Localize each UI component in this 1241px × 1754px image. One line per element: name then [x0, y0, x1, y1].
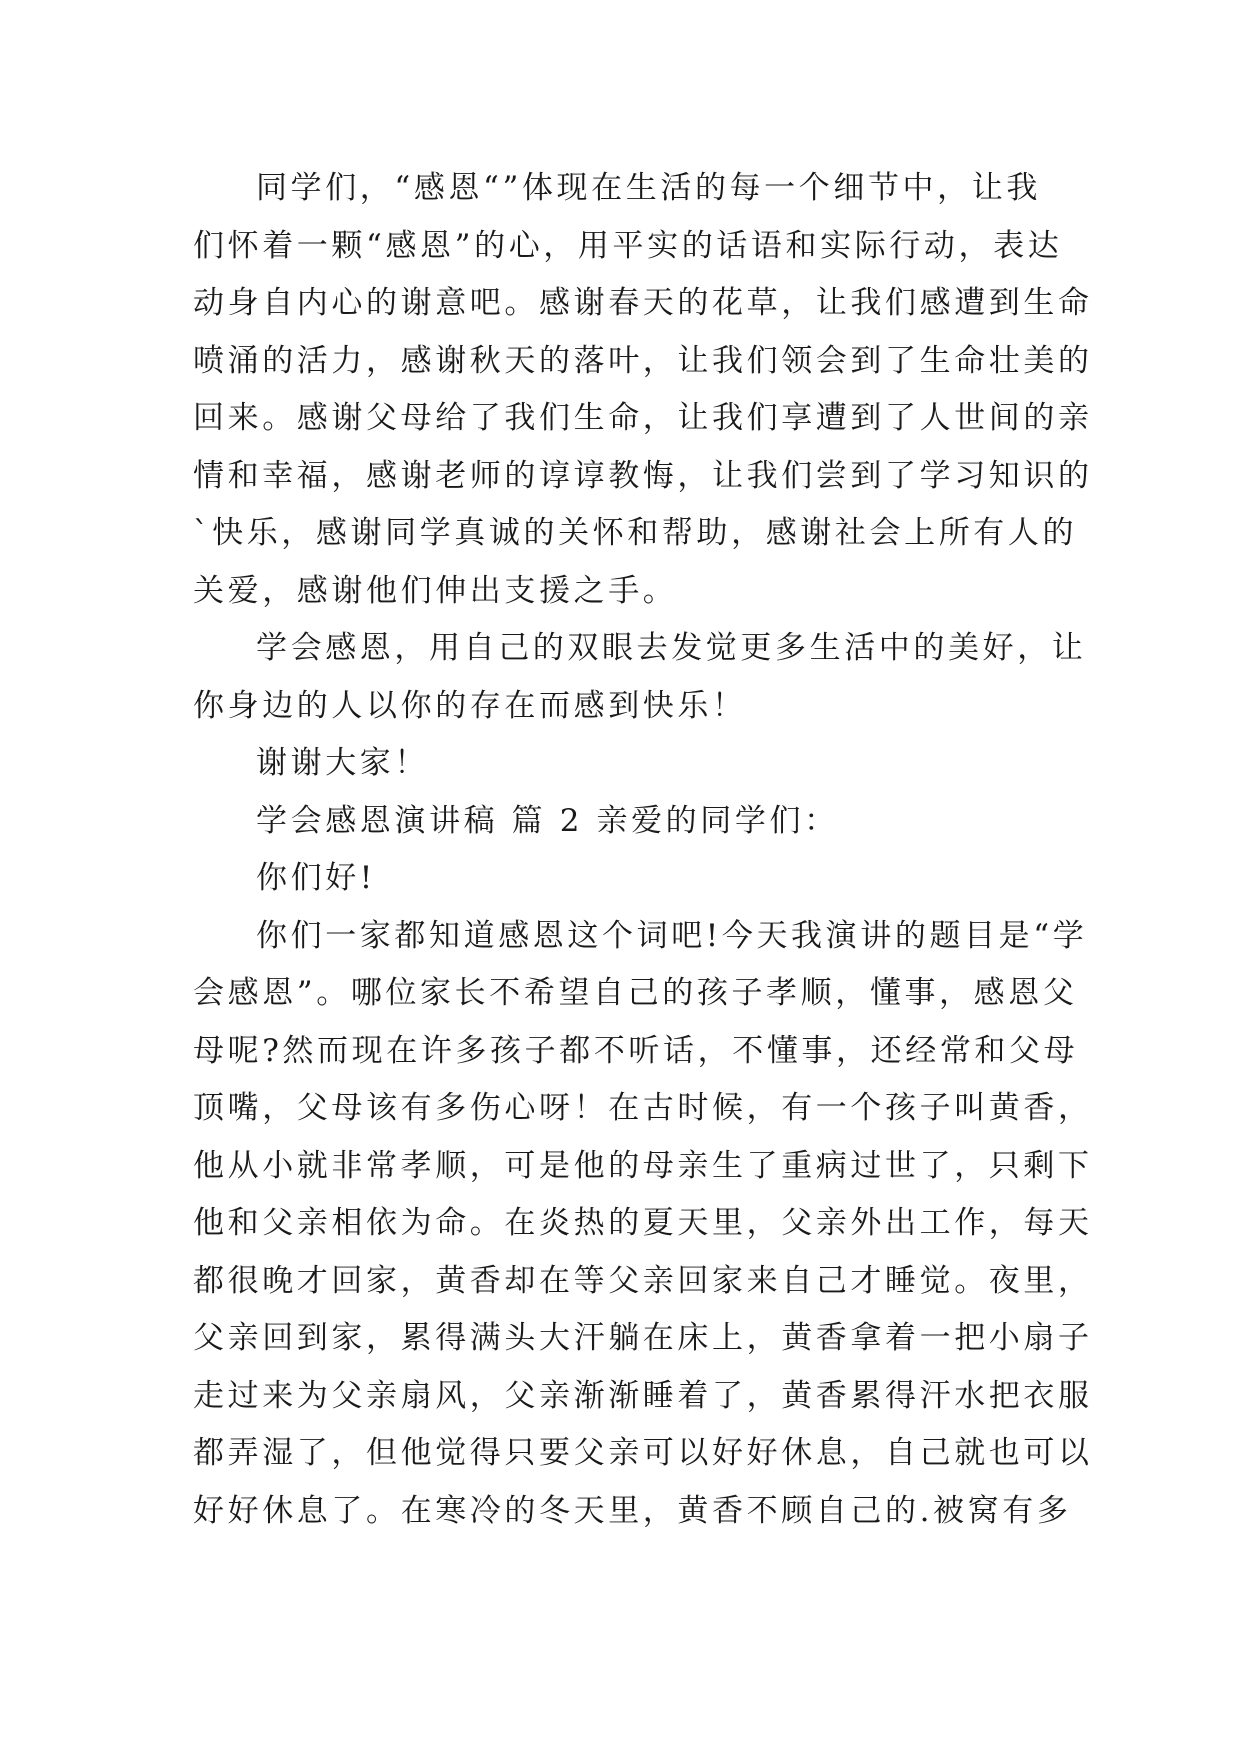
text-line: 同学们，“感恩“”体现在生活的每一个细节中，让我 [256, 170, 1041, 206]
text-line: 们怀着一颗“感恩”的心，用平实的话语和实际行动，表达 [193, 227, 1063, 264]
text-line: 他和父亲相依为命。在炎热的夏天里，父亲外出工作，每天 [193, 1205, 1093, 1241]
text-line: 父亲回到家，累得满头大汗躺在床上，黄香拿着一把小扇子 [193, 1320, 1093, 1356]
paragraph-gratitude-details [193, 160, 1093, 620]
text-line: 动身自内心的谢意吧。感谢春天的花草，让我们感遭到生命 [193, 285, 1093, 321]
text-line: 都很晚才回家，黄香却在等父亲回家来自己才睡觉。夜里， [193, 1262, 1093, 1299]
paragraph-greeting [193, 850, 1053, 908]
paragraph-learn-gratitude [193, 620, 1087, 735]
text-line: 好好休息了。在寒冷的冬天里，黄香不顾自己的.被窝有多 [193, 1492, 1072, 1529]
text-line: 情和幸福，感谢老师的谆谆教悔，让我们尝到了学习知识的 [193, 457, 1093, 494]
text-line: 回来。感谢父母给了我们生命，让我们享遭到了人世间的亲 [193, 400, 1093, 436]
text-line: 关爱，感谢他们伸出支援之手。 [193, 572, 678, 609]
text-line: 顶嘴，父母该有多伤心呀！在古时候，有一个孩子叫黄香， [193, 1090, 1093, 1126]
text-line: 学会感恩演讲稿 篇 2 亲爱的同学们： [256, 802, 839, 839]
text-line: 你们好! [256, 860, 376, 896]
text-line: 你们一家都知道感恩这个词吧!今天我演讲的题目是“学 [256, 917, 1088, 954]
text-line: 喷涌的活力，感谢秋天的落叶，让我们领会到了生命壮美的 [193, 342, 1093, 379]
paragraph-huang-xiang-story [193, 908, 1093, 1541]
text-line: 母呢?然而现在许多孩子都不听话，不懂事，还经常和父母 [193, 1032, 1079, 1069]
text-line: 都弄湿了，但他觉得只要父亲可以好好休息，自己就也可以 [193, 1435, 1093, 1471]
text-line: 学会感恩，用自己的双眼去发觉更多生活中的美好，让 [256, 630, 1087, 666]
text-line: 谢谢大家！ [256, 745, 429, 781]
text-line: `快乐，感谢同学真诚的关怀和帮助，感谢社会上所有人的 [193, 515, 1078, 551]
paragraph-speech-2-heading [193, 793, 1053, 851]
document-page [193, 160, 1093, 1540]
text-line: 走过来为父亲扇风，父亲渐渐睡着了，黄香累得汗水把衣服 [193, 1377, 1093, 1414]
paragraph-thanks [193, 735, 1053, 793]
text-line: 他从小就非常孝顺，可是他的母亲生了重病过世了，只剩下 [193, 1147, 1093, 1184]
text-line: 你身边的人以你的存在而感到快乐！ [193, 687, 747, 724]
text-line: 会感恩”。哪位家长不希望自己的孩子孝顺，懂事，感恩父 [193, 975, 1078, 1011]
